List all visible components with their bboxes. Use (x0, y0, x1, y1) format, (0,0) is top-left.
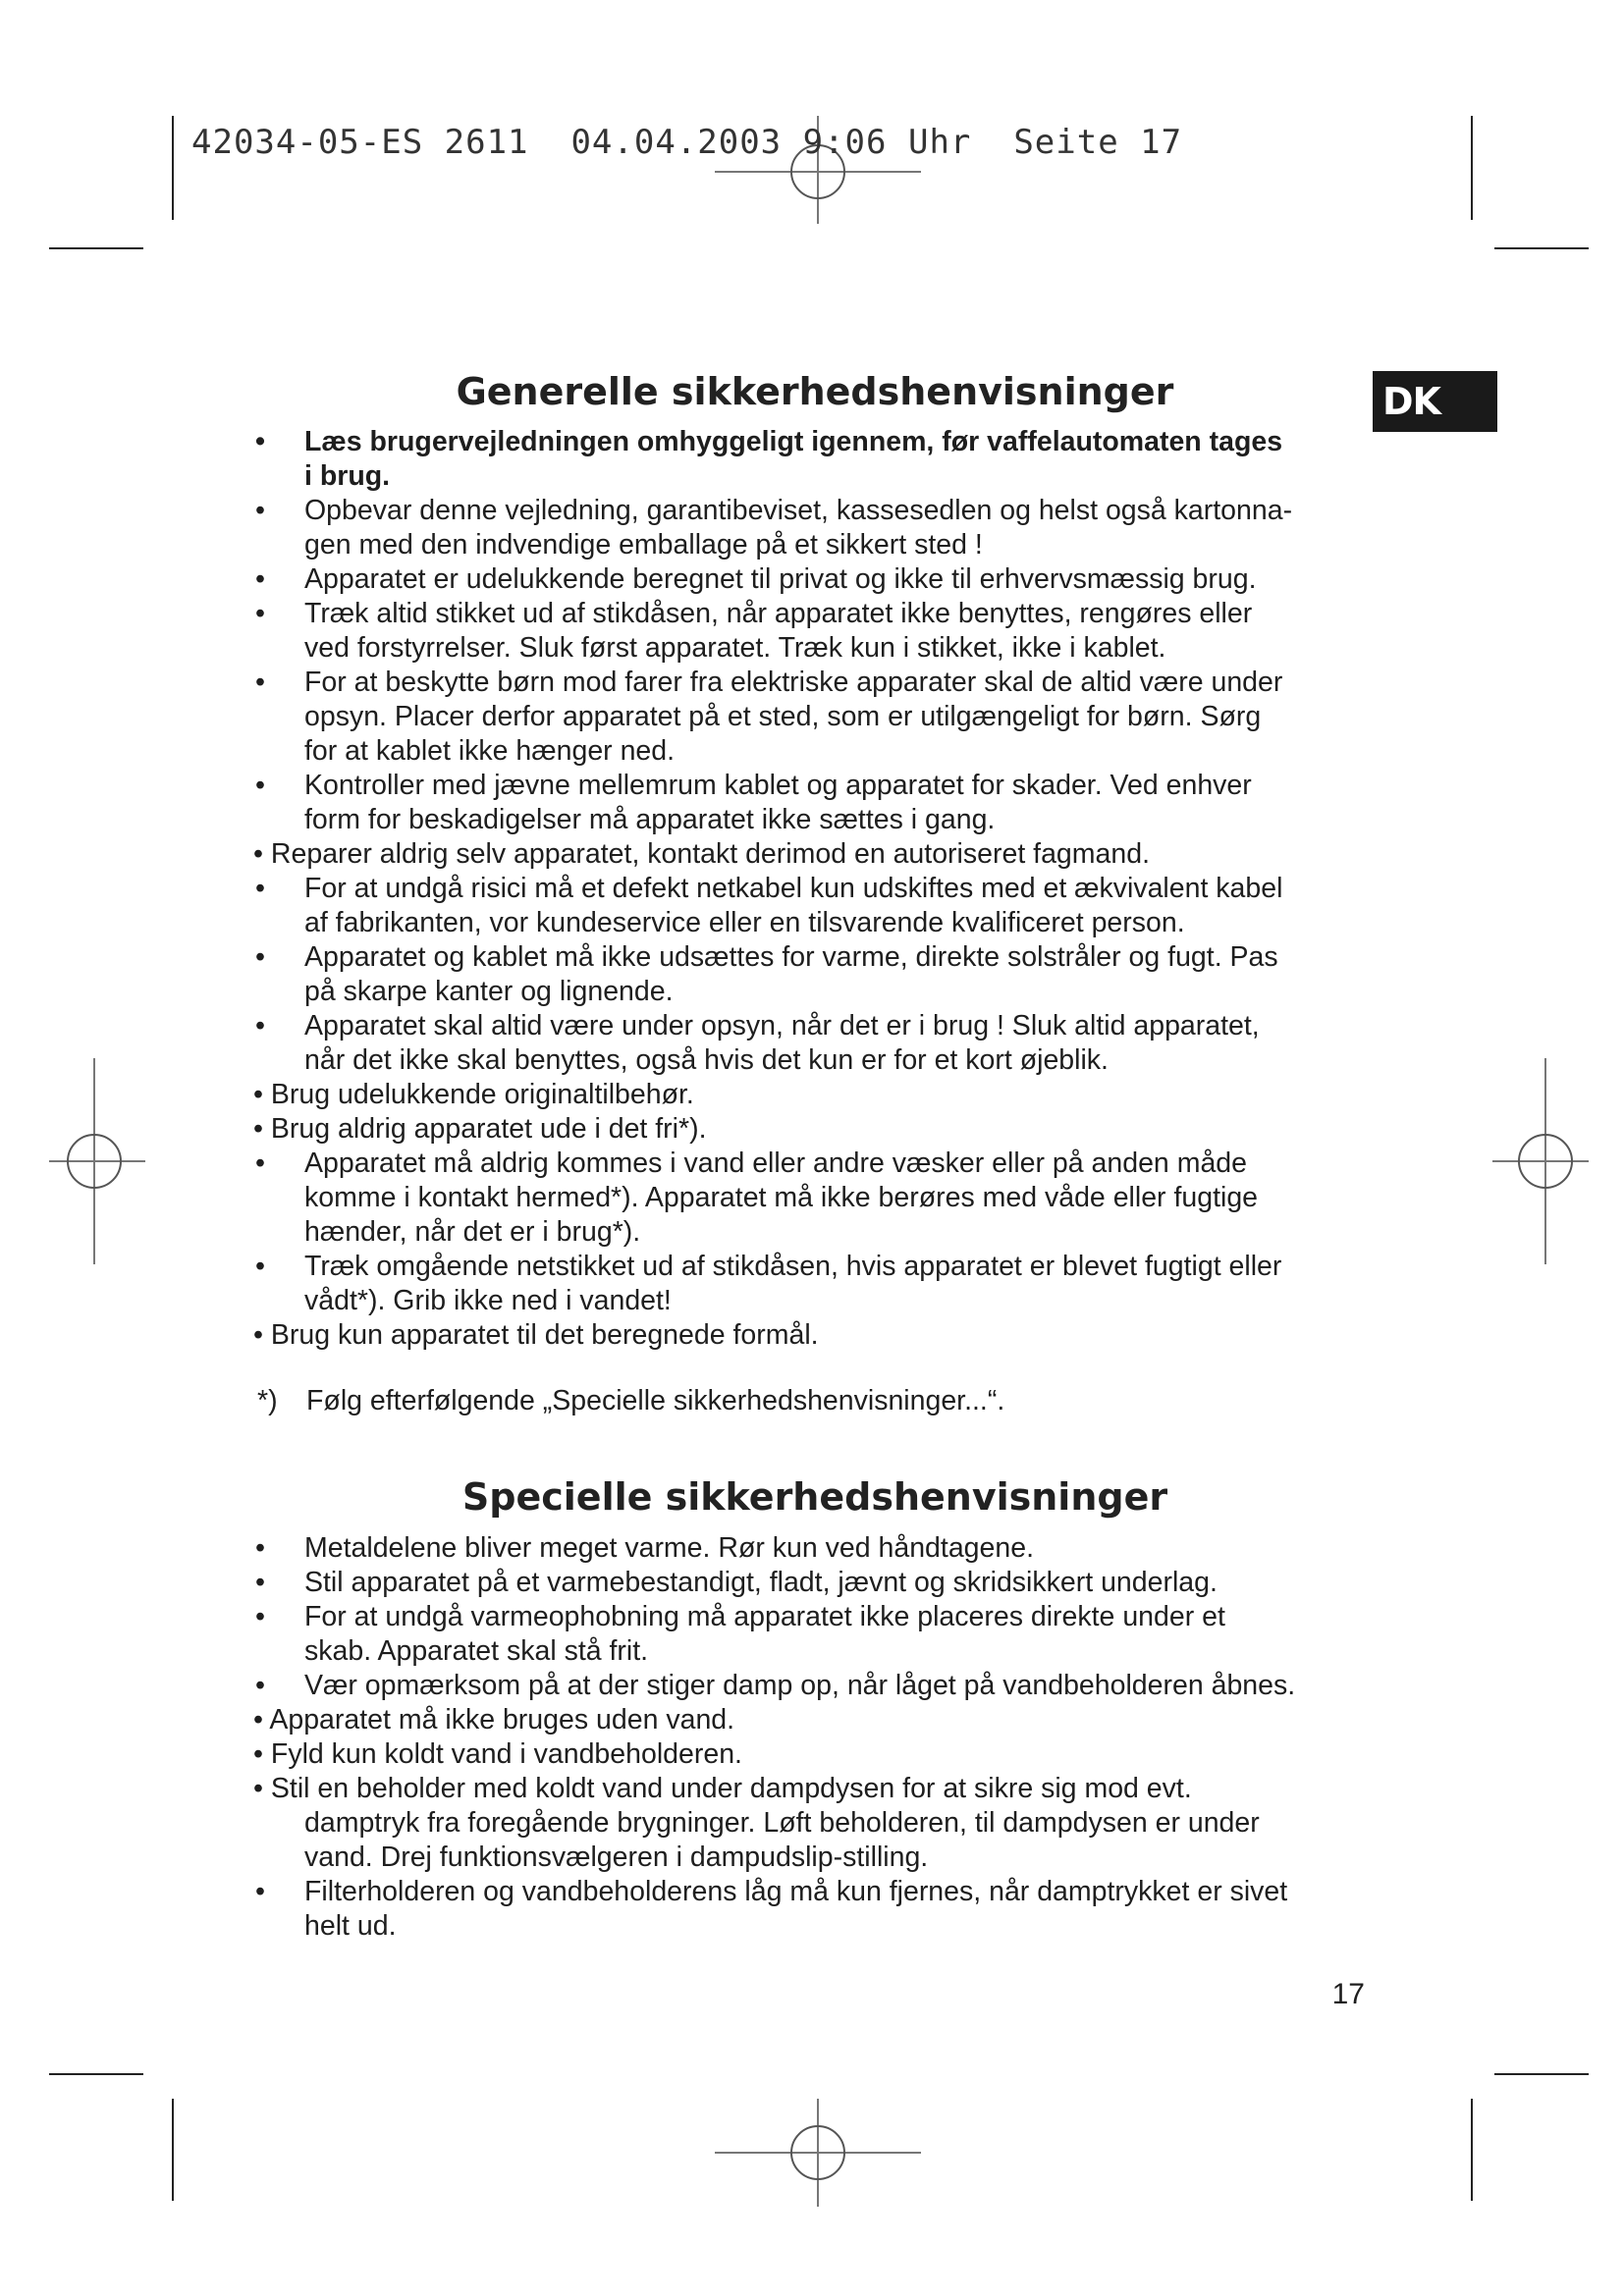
list-item (253, 1250, 1353, 1318)
list-item-text: Vær opmærksom på at der stiger damp op, når låget på vandbeholderen åbnes. (304, 1670, 1296, 1701)
list-item-continuation: hænder, når det er i brug*). (304, 1216, 641, 1248)
list-item-text: Reparer aldrig selv apparatet, kontakt derimod en autoriseret fagmand. (270, 838, 1150, 870)
list-item (253, 940, 1353, 1009)
list-item (253, 1112, 1353, 1147)
general-safety-list (253, 425, 1353, 1353)
bullet-icon: • (255, 873, 265, 904)
list-item-text: Kontroller med jævne mellemrum kablet og apparatet for skader. Ved enhver (304, 770, 1252, 801)
bullet-icon: • (253, 1319, 263, 1351)
footnote-symbol: *) (257, 1385, 278, 1416)
language-tab: DK (1373, 371, 1497, 432)
list-item-text: Fyld kun koldt vand i vandbeholderen. (270, 1738, 742, 1770)
list-item-text: Opbevar denne vejledning, garantibeviset, kassesedlen og helst også kartonna- (304, 495, 1293, 526)
bullet-icon: • (255, 1010, 265, 1041)
crop-mark-bottom-right-horizontal (1494, 2073, 1589, 2075)
list-item (253, 1875, 1353, 1944)
list-item-continuation: ved forstyrrelser. Sluk først apparatet. Træk kun i stikket, ikke i kablet. (304, 632, 1166, 664)
list-item (253, 597, 1353, 666)
list-item-continuation: vådt*). Grib ikke ned i vandet! (304, 1285, 672, 1316)
crop-mark-top-left-horizontal (49, 247, 143, 249)
list-item (253, 1147, 1353, 1250)
bullet-icon: • (255, 1148, 265, 1179)
crop-mark-bottom-right-vertical (1471, 2099, 1473, 2201)
crop-mark-top-right-horizontal (1494, 247, 1589, 249)
list-item-text: Brug udelukkende originaltilbehør. (270, 1079, 694, 1110)
page-number: 17 (1331, 1978, 1365, 2010)
list-item-text: Apparatet må ikke bruges uden vand. (269, 1704, 735, 1735)
list-item-text: Træk altid stikket ud af stikdåsen, når apparatet ikke benyttes, rengøres eller (304, 598, 1253, 629)
bullet-icon: • (255, 1601, 265, 1632)
list-item-text: Stil en beholder med koldt vand under dampdysen for at sikre sig mod evt. (270, 1773, 1192, 1804)
list-item-text: Metaldelene bliver meget varme. Rør kun ved håndtagene. (304, 1532, 1034, 1564)
list-item (253, 562, 1353, 597)
crop-mark-bottom-left-vertical (172, 2099, 174, 2201)
list-item-continuation: form for beskadigelser må apparatet ikke sættes i gang. (304, 804, 996, 835)
list-item-continuation: damptryk fra foregående brygninger. Løft beholderen, til dampdysen er under (304, 1807, 1260, 1839)
crop-mark-top-left-vertical (172, 116, 174, 220)
list-item-continuation: for at kablet ikke hænger ned. (304, 735, 676, 767)
bullet-icon: • (253, 1773, 263, 1804)
list-item-text: Apparatet må aldrig kommes i vand eller andre væsker eller på anden måde (304, 1148, 1247, 1179)
list-item-text: Træk omgående netstikket ud af stikdåsen, hvis apparatet er blevet fugtigt eller (304, 1251, 1282, 1282)
bullet-icon: • (255, 1876, 265, 1907)
bullet-icon: • (255, 598, 265, 629)
list-item (253, 872, 1353, 940)
list-item-continuation: af fabrikanten, vor kundeservice eller en tilsvarende kvalificeret person. (304, 907, 1185, 938)
list-item-text: Apparatet skal altid være under opsyn, når det er i brug ! Sluk altid apparatet, (304, 1010, 1260, 1041)
footnote (257, 1384, 1357, 1418)
bullet-icon: • (255, 563, 265, 595)
list-item-text: Apparatet er udelukkende beregnet til privat og ikke til erhvervsmæssig brug. (304, 563, 1257, 595)
bullet-icon: • (255, 1670, 265, 1701)
list-item-continuation: når det ikke skal benyttes, også hvis det kun er for et kort øjeblik. (304, 1044, 1109, 1076)
list-item (253, 494, 1353, 562)
list-item-text: Stil apparatet på et varmebestandigt, fladt, jævnt og skridsikkert underlag. (304, 1567, 1218, 1598)
print-header-line: 42034-05-ES 2611 04.04.2003 9:06 Uhr Seite 17 (191, 123, 1183, 162)
list-item (253, 837, 1353, 872)
bullet-icon: • (255, 770, 265, 801)
list-item-continuation: helt ud. (304, 1910, 397, 1942)
crop-mark-bottom-left-horizontal (49, 2073, 143, 2075)
crop-mark-top-right-vertical (1471, 116, 1473, 220)
bullet-icon: • (255, 667, 265, 698)
list-item-continuation: opsyn. Placer derfor apparatet på et sted, som er utilgængeligt for børn. Sørg (304, 701, 1262, 732)
list-item (253, 1078, 1353, 1112)
list-item-continuation: vand. Drej funktionsvælgeren i dampudslip-stilling. (304, 1842, 929, 1873)
special-safety-list (253, 1531, 1353, 1944)
list-item-continuation: skab. Apparatet skal stå frit. (304, 1635, 649, 1667)
list-item (253, 769, 1353, 837)
list-item-continuation: komme i kontakt hermed*). Apparatet må ikke berøres med våde eller fugtige (304, 1182, 1259, 1213)
list-item-text: Apparatet og kablet må ikke udsættes for varme, direkte solstråler og fugt. Pas (304, 941, 1278, 973)
bullet-icon: • (253, 838, 263, 870)
list-item (253, 1600, 1353, 1669)
list-item-continuation: i brug. (304, 460, 391, 492)
list-item (253, 1703, 1353, 1737)
list-item-continuation: på skarpe kanter og lignende. (304, 976, 674, 1007)
bullet-icon: • (255, 1567, 265, 1598)
list-item-text: Brug aldrig apparatet ude i det fri*). (270, 1113, 707, 1145)
list-item (253, 1737, 1353, 1772)
list-item-text: For at undgå varmeophobning må apparatet ikke placeres direkte under et (304, 1601, 1225, 1632)
list-item (253, 425, 1353, 494)
bullet-icon: • (255, 941, 265, 973)
list-item-text: For at undgå risici må et defekt netkabel kun udskiftes med et ækvivalent kabel (304, 873, 1283, 904)
section-title-general: Generelle sikkerhedshenvisninger (456, 370, 1174, 413)
list-item-text: For at beskytte børn mod farer fra elektriske apparater skal de altid være under (304, 667, 1283, 698)
bullet-icon: • (253, 1113, 263, 1145)
list-item-text: Læs brugervejledningen omhyggeligt igennem, før vaffelautomaten tages (304, 426, 1283, 457)
bullet-icon: • (253, 1079, 263, 1110)
list-item-text: Filterholderen og vandbeholderens låg må kun fjernes, når damptrykket er sivet (304, 1876, 1288, 1907)
footnote-text: Følg efterfølgende „Specielle sikkerhedshenvisninger...“. (306, 1385, 1005, 1416)
list-item (253, 1566, 1353, 1600)
list-item (253, 1318, 1353, 1353)
bullet-icon: • (255, 1251, 265, 1282)
section-title-special: Specielle sikkerhedshenvisninger (461, 1475, 1168, 1519)
list-item (253, 1009, 1353, 1078)
list-item (253, 1669, 1353, 1703)
bullet-icon: • (255, 1532, 265, 1564)
bullet-icon: • (255, 426, 265, 457)
bullet-icon: • (253, 1704, 263, 1735)
list-item (253, 1531, 1353, 1566)
bullet-icon: • (253, 1738, 263, 1770)
list-item-continuation: gen med den indvendige emballage på et sikkert sted ! (304, 529, 983, 561)
list-item (253, 1772, 1353, 1875)
bullet-icon: • (255, 495, 265, 526)
list-item (253, 666, 1353, 769)
list-item-text: Brug kun apparatet til det beregnede formål. (270, 1319, 819, 1351)
